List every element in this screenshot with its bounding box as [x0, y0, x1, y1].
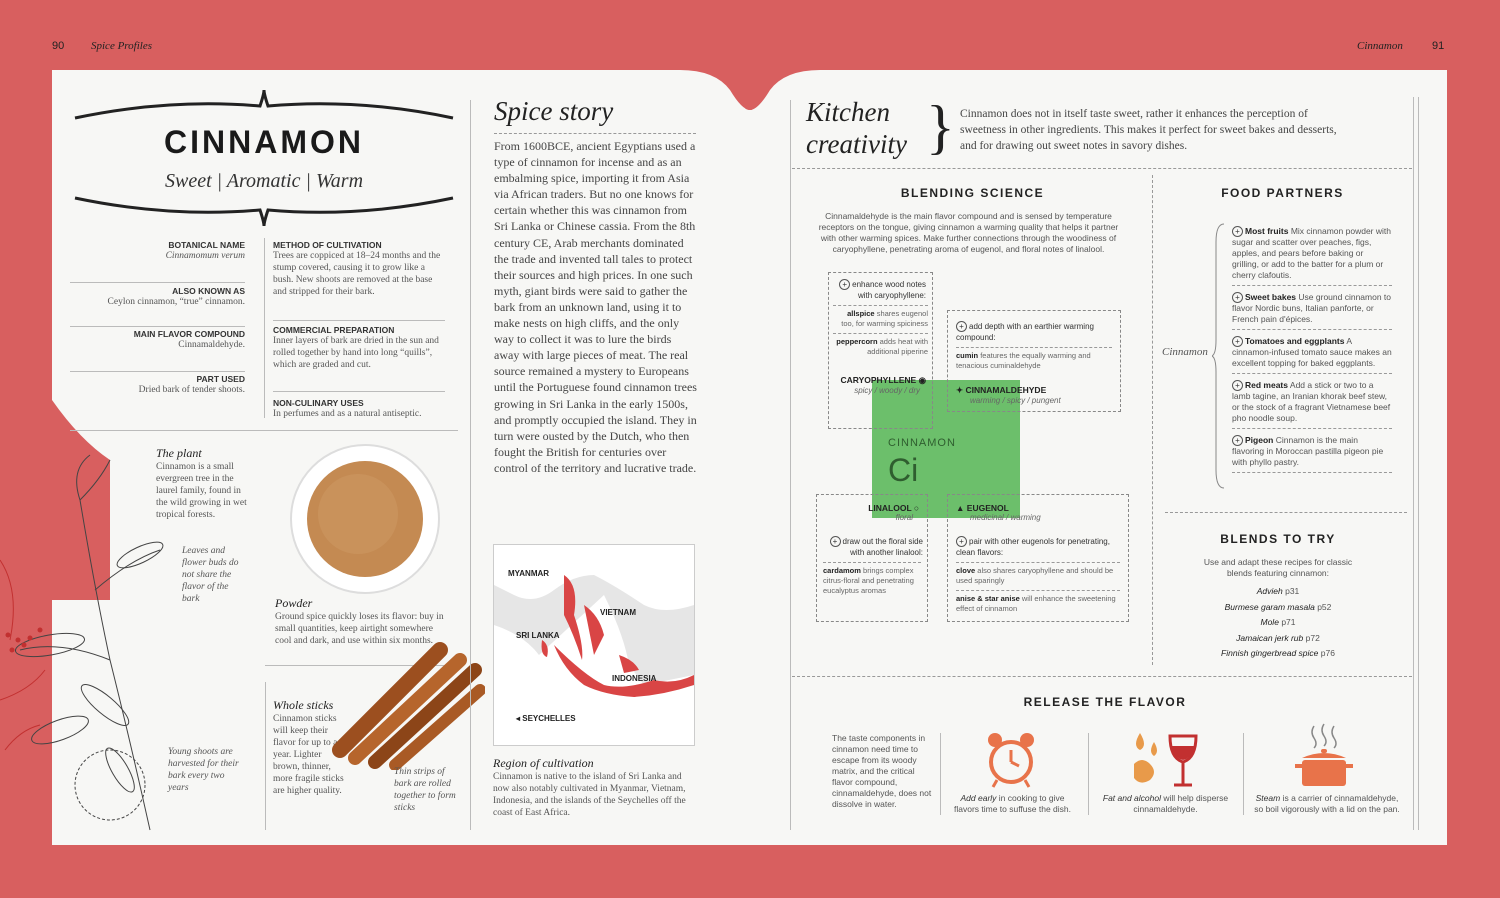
- spice-story-heading: Spice story: [494, 96, 614, 126]
- food-partners-heading: FOOD PARTNERS: [1221, 186, 1344, 200]
- release-tip-1: Add early in cooking to give flavors time to suffuse the dish.: [953, 793, 1071, 814]
- plus-icon: +: [1232, 226, 1243, 237]
- fact-label: COMMERCIAL PREPARATION: [273, 325, 395, 335]
- fact-label: NON-CULINARY USES: [273, 398, 364, 408]
- fact-item: [273, 240, 445, 321]
- plus-icon: +: [1232, 336, 1243, 347]
- fact-label: BOTANICAL NAME: [168, 240, 245, 250]
- blend-link[interactable]: Finnish gingerbread spice p76: [1221, 648, 1335, 658]
- leaves-note: Leaves and flower buds do not share the flavor of the bark: [182, 546, 239, 604]
- plus-icon: +: [830, 536, 841, 547]
- kitchen-intro: Cinnamon does not in itself taste sweet, rather it enhances the perception of sweetness in other ingredients. This makes it perfect for sweet bakes and desserts, and for drawing out sweet notes in savory dishes.: [960, 108, 1337, 152]
- fact-value: Ceylon cinnamon, “true” cinnamon.: [107, 297, 245, 307]
- compound-notes: medicinal / warming: [970, 513, 1041, 522]
- steaming-pot-icon: [1292, 722, 1356, 792]
- blending-intro: Cinnamaldehyde is the main flavor compound and is sensed by temperature receptors on the tongue, giving cinnamon a warming quality that helps it partner with other warming spices. Make further connections through the woodiness of caryophyllene, penetrating aroma of eugenol, and floral notes of linalool.: [818, 211, 1119, 254]
- page-notch: [680, 60, 820, 120]
- alarm-clock-icon: [985, 730, 1037, 790]
- fact-item: [70, 283, 245, 327]
- partner-item: + Sweet bakes Use ground cinnamon to flavor Nordic buns, Italian panforte, or French pain d'épices.: [1232, 292, 1392, 330]
- fact-item: [273, 321, 445, 392]
- facts-left: [70, 240, 245, 416]
- map-label-sri-lanka: SRI LANKA: [516, 631, 560, 640]
- powder-bowl-image: [288, 442, 442, 596]
- powder-caption-text: Ground spice quickly loses its flavor: buy in small quantities, keep airtight somewhere cool and dark, and use within six months.: [275, 612, 444, 646]
- map-caption: [493, 756, 698, 819]
- blending-heading: BLENDING SCIENCE: [900, 186, 1045, 200]
- plus-icon: +: [956, 321, 967, 332]
- compound-label: ▲ EUGENOL: [956, 503, 1009, 513]
- center-element-symbol: Ci: [888, 452, 919, 488]
- blend-item: clove also shares caryophyllene and should be used sparingly: [956, 562, 1120, 586]
- fact-value: Trees are coppiced at 18–24 months and the stump covered, causing it to grow like a bush. New shoots are removed at the base and stripped for their bark.: [273, 251, 441, 297]
- map-label-seychelles: ◂ SEYCHELLES: [516, 714, 576, 723]
- partner-item: + Tomatoes and eggplants A cinnamon-infused tomato sauce makes an excellent topping for baked eggplants.: [1232, 336, 1392, 374]
- blend-link[interactable]: Burmese garam masala p52: [1224, 601, 1332, 612]
- strips-note: Thin strips of bark are rolled together to form sticks: [394, 767, 456, 813]
- blend-item: cumin features the equally warming and tenacious cuminaldehyde: [956, 347, 1112, 371]
- shoots-note: Young shoots are harvested for their bark every two years: [168, 747, 239, 793]
- facts-right: [273, 240, 445, 420]
- plus-icon: +: [1232, 292, 1243, 303]
- blends-list: [1160, 584, 1396, 662]
- blend-box-title: + enhance wood notes with caryophyllene:: [829, 273, 932, 301]
- blends-intro: Use and adapt these recipes for classic blends featuring cinnamon:: [1203, 557, 1353, 578]
- compound-notes: spicy / woody / dry: [854, 386, 920, 395]
- map-label-seychelles-text: SEYCHELLES: [522, 714, 576, 723]
- blend-box-title: + pair with other eugenols for penetrating, clean flavors:: [956, 537, 1110, 557]
- cinnamon-sticks-image: [325, 640, 485, 770]
- blend-item: allspice shares eugenol too, for warming spiciness: [833, 305, 928, 329]
- map-label-indonesia: INDONESIA: [612, 674, 657, 683]
- kitchen-heading-line1: Kitchen: [806, 97, 890, 127]
- blends-heading: BLENDS TO TRY: [1220, 532, 1336, 546]
- plus-icon: +: [1232, 435, 1243, 446]
- fact-label: MAIN FLAVOR COMPOUND: [133, 329, 245, 339]
- blend-box-eugenol: [947, 494, 1129, 622]
- sticks-caption-text: Cinnamon sticks will keep their flavor for up to a year. Lighter brown, thinner, more fragile sticks are higher quality.: [273, 714, 344, 796]
- cultivation-map: [493, 544, 695, 746]
- blend-item: peppercorn adds heat with additional piperine: [833, 333, 928, 357]
- map-label-myanmar: MYANMAR: [508, 569, 550, 578]
- compound-label: LINALOOL ○: [868, 503, 919, 513]
- page-title: CINNAMON: [164, 124, 364, 160]
- page-subtitle: Sweet | Aromatic | Warm: [164, 170, 364, 192]
- spine: [700, 110, 800, 845]
- blend-item: cardamom brings complex citrus-floral and penetrating eucalyptus aromas: [823, 562, 921, 596]
- center-element-name: CINNAMON: [888, 437, 956, 449]
- fact-value: Dried bark of tender shoots.: [138, 385, 245, 395]
- food-partners-side-label: Cinnamon: [1162, 346, 1208, 358]
- right-running-title: Cinnamon: [1357, 40, 1403, 52]
- release-heading: RELEASE THE FLAVOR: [1023, 695, 1187, 709]
- right-page-number: 91: [1432, 40, 1445, 52]
- spice-story-body: From 1600BCE, ancient Egyptians used a type of cinnamon for incense and as an embalming spice, importing it from Asia via African traders. But no one knows for certain whether this was cinnamon from Sri Lanka or Chinese cassia. From the 8th century CE, Arab merchants dominated the trade and invented tall tales to protect their sources and high prices. In one such myth, giant birds were said to gather the bark from an unknown land, using it to make nests on high cliffs, and the only way to collect it was to lure the birds away with large pieces of meat. The real source remained a mystery to Europeans until the Portuguese found cinnamon trees growing in Sri Lanka in the early 1500s, and promptly occupied the island. They in turn were ousted by the Dutch, who then fought the British for centuries over control of the territory and lucrative trade.: [494, 139, 697, 475]
- oil-and-wine-icon: [1128, 728, 1200, 790]
- fact-label: METHOD OF CULTIVATION: [273, 240, 382, 250]
- plus-icon: +: [839, 279, 850, 290]
- compound-label: ✦ CINNAMALDEHYDE: [956, 385, 1047, 395]
- food-partners-brace: [1212, 222, 1226, 490]
- blend-box-title: + add depth with an earthier warming compound:: [956, 322, 1094, 342]
- release-tip-2: Fat and alcohol will help disperse cinnamaldehyde.: [1102, 793, 1229, 814]
- plus-icon: +: [956, 536, 967, 547]
- blend-box-caryophyllene: [828, 272, 933, 429]
- blend-box-linalool: [816, 494, 928, 622]
- compound-notes: floral: [895, 513, 913, 522]
- blend-box-title: + draw out the floral side with another linalool:: [817, 522, 927, 558]
- plant-caption-title: The plant: [156, 446, 202, 460]
- left-page-number: 90: [52, 40, 65, 52]
- fact-item: [70, 240, 245, 283]
- kitchen-heading-line2: creativity: [806, 129, 907, 159]
- blend-link[interactable]: Mole p71: [1260, 617, 1296, 627]
- fact-label: ALSO KNOWN AS: [172, 286, 245, 296]
- fact-item: [273, 392, 445, 420]
- fact-item: [70, 374, 245, 416]
- map-caption-title: Region of cultivation: [493, 756, 594, 770]
- plus-icon: +: [1232, 380, 1243, 391]
- fact-label: PART USED: [196, 374, 245, 384]
- plant-caption-text: Cinnamon is a small evergreen tree in the laurel family, found in the wild growing in wet tropical forests.: [156, 462, 247, 520]
- fact-value: In perfumes and as a natural antiseptic.: [273, 409, 422, 419]
- blend-link[interactable]: Advieh p31: [1256, 586, 1300, 596]
- fact-value: Inner layers of bark are dried in the sun and rolled together by hand into long “quills”, which are graded and cut.: [273, 336, 439, 370]
- partner-item: + Red meats Add a stick or two to a lamb tagine, an Iranian khorak beef stew, or the stock of a fragrant Vietnamese beef pho noodle soup.: [1232, 380, 1392, 429]
- release-tip-3: Steam is a carrier of cinnamaldehyde, so boil vigorously with a lid on the pan.: [1254, 793, 1400, 814]
- left-running-title: Spice Profiles: [91, 40, 152, 52]
- fact-value: Cinnamaldehyde.: [178, 340, 245, 350]
- blend-item: anise & star anise will enhance the sweetening effect of cinnamon: [956, 590, 1120, 614]
- blend-box-cinnamaldehyde: [947, 310, 1121, 412]
- compound-label: CARYOPHYLLENE ◉: [840, 375, 926, 385]
- sticks-caption-title: Whole sticks: [273, 698, 334, 712]
- fact-value: Cinnamomum verum: [165, 251, 245, 261]
- fact-item: [70, 329, 245, 372]
- blend-link[interactable]: Jamaican jerk rub p72: [1236, 632, 1320, 643]
- release-intro: The taste components in cinnamon need time to escape from its woody matrix, and the critical flavor compound, cinnamaldehyde, does not dissolve in water.: [832, 733, 932, 809]
- compound-notes: warming / spicy / pungent: [970, 396, 1061, 405]
- partner-item: + Most fruits Mix cinnamon powder with sugar and scatter over peaches, figs, apples, and pears before baking or grilling, or add to the batter for a plum or cherry clafoutis.: [1232, 226, 1392, 286]
- food-partners-list: [1232, 226, 1392, 479]
- plant-caption: [156, 446, 251, 521]
- kitchen-heading: [806, 96, 907, 160]
- map-caption-text: Cinnamon is native to the island of Sri Lanka and now also notably cultivated in Myanmar, Vietnam, Indonesia, and the islands of the Seychelles off the coast of East Africa.: [493, 772, 686, 818]
- map-label-vietnam: VIETNAM: [600, 608, 636, 617]
- brace-icon: }: [926, 94, 955, 160]
- partner-item: + Pigeon Cinnamon is the main flavoring in Moroccan pastilla pigeon pie with phyllo pastry.: [1232, 435, 1392, 473]
- powder-caption-title: Powder: [275, 596, 313, 610]
